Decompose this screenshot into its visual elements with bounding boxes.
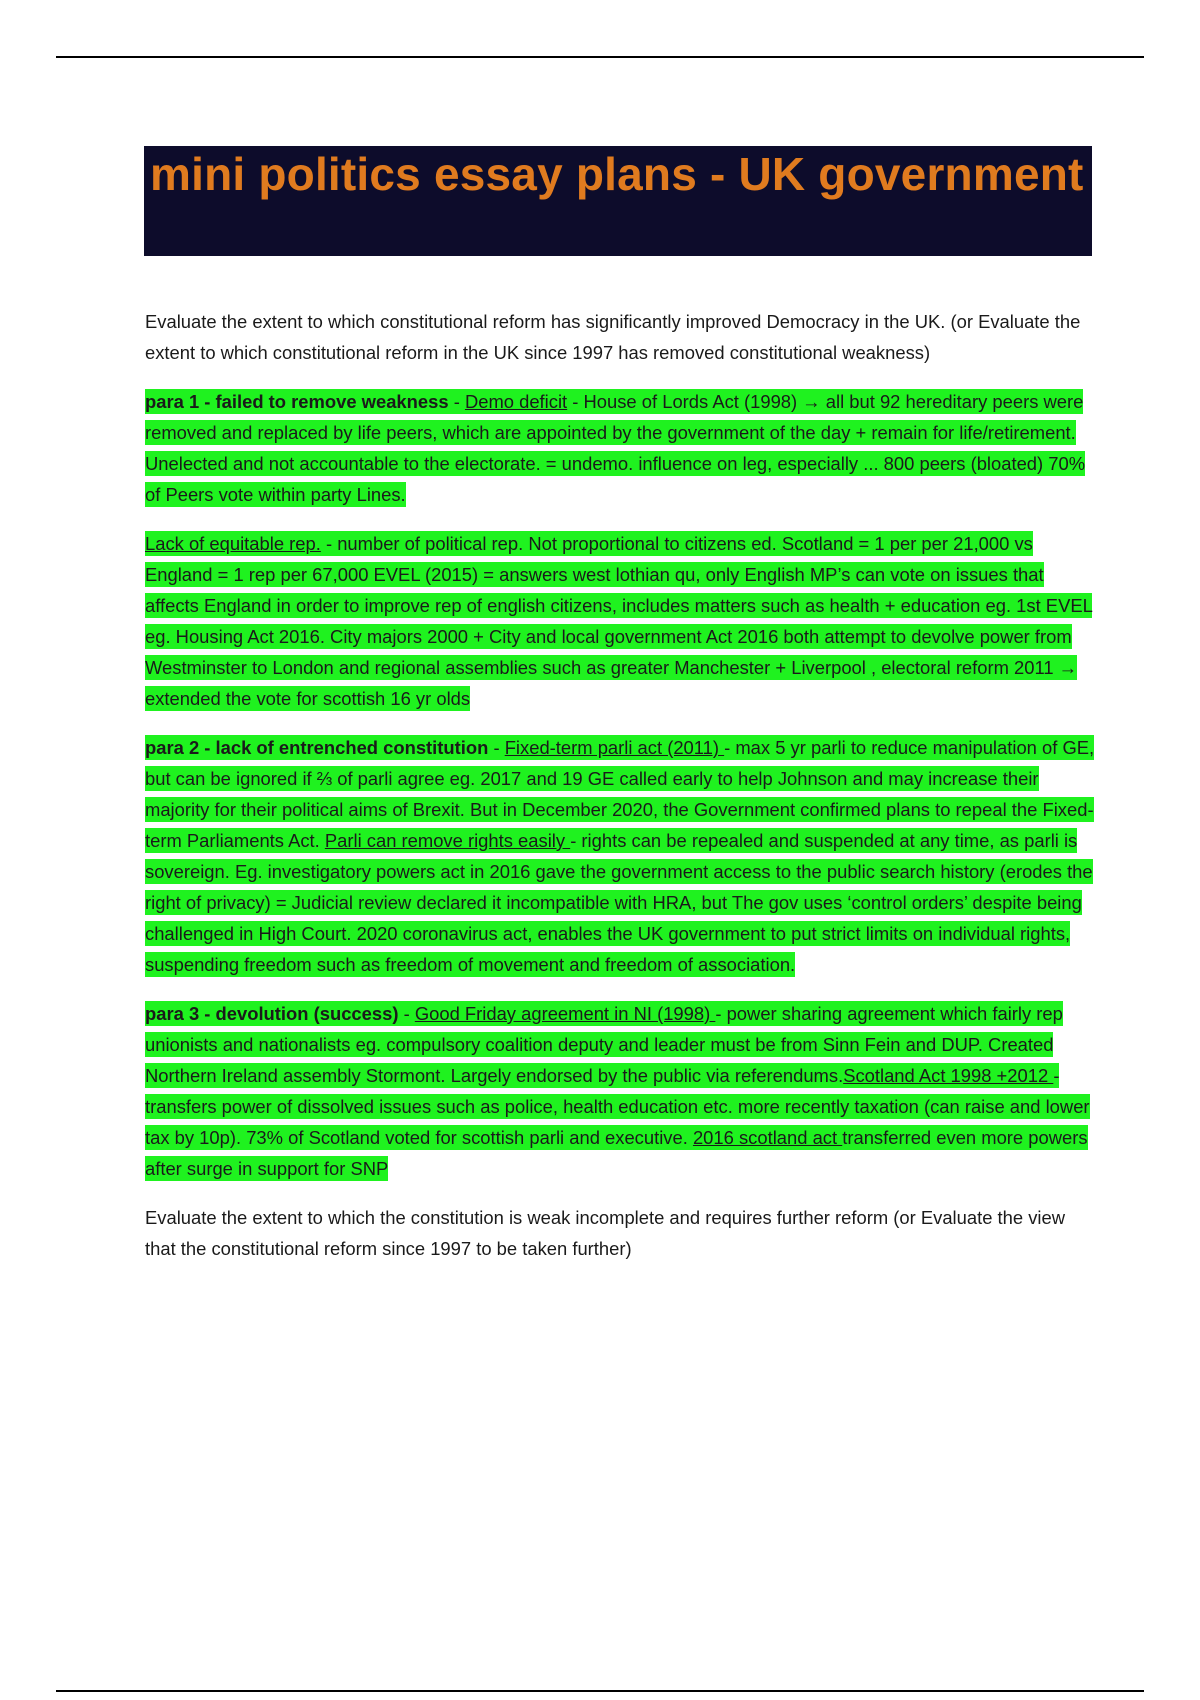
para-2-text-2: - rights can be repealed and suspended at any time, as parli is sovereign. Eg. investigatory powers act in 2016 gave the government access to the public search history (erodes the right of privacy) = Judicial review declared it incompatible with HRA, but The gov uses ‘control orders’ despite being challenged in High Court. 2020 coronavirus act, enables the UK government to put strict limits on individual rights, suspending freedom such as freedom of movement and freedom of association. xyxy=(145,830,1093,975)
para-2-separator: - xyxy=(488,737,505,758)
para-1b-subheading-equitable-rep: Lack of equitable rep. xyxy=(145,533,321,554)
para-1-subheading-demo-deficit: Demo deficit xyxy=(464,391,568,412)
para-1b-text: - number of political rep. Not proportional to citizens ed. Scotland = 1 per per 21,000 vs England = 1 rep per 67,000 EVEL (2015) = answers west lothian qu, only English MP’s can vote on issues that affects England in order to improve rep of english citizens, includes matters such as health + education eg. 1st EVEL eg. Housing Act 2016. City majors 2000 + City and local government Act 2016 both attempt to devolve power from Westminster to London and regional assemblies such as greater Manchester + Liverpool , electoral reform 2011 → extended the vote for scottish 16 yr olds xyxy=(145,533,1093,709)
para-1-heading: para 1 - failed to remove weakness xyxy=(145,391,449,412)
paragraph-1b-highlight xyxy=(145,531,1092,711)
para-2-text-1: - max 5 yr parli to reduce manipulation of GE, but can be ignored if ⅔ of parli agree eg. 2017 and 19 GE called early to help Johnson and may increase their majority for their political aims of Brexit. But in December 2020, the Government confirmed plans to repeal the Fixed-term Parliaments Act. xyxy=(145,737,1095,851)
bottom-rule xyxy=(56,1690,1144,1692)
para-3-text-2: - transfers power of dissolved issues such as police, health education etc. more recently taxation (can raise and lower tax by 10p). 73% of Scotland voted for scottish parli and executive. xyxy=(145,1065,1090,1148)
para-3-subheading-scotland-act: Scotland Act 1998 +2012 xyxy=(843,1065,1054,1086)
para-3-heading: para 3 - devolution (success) xyxy=(145,1003,399,1024)
para-3-subheading-good-friday: Good Friday agreement in NI (1998) xyxy=(414,1003,716,1024)
para-3-text-1: - power sharing agreement which fairly rep unionists and nationalists eg. compulsory coalition deputy and leader must be from Sinn Fein and DUP. Created Northern Ireland assembly Stormont. Largely endorsed by the public via referendums. xyxy=(145,1003,1063,1086)
essay-question-1: Evaluate the extent to which constitutional reform has significantly improved Democracy in the UK. (or Evaluate the extent to which constitutional reform in the UK since 1997 has removed constitutional weakness) xyxy=(145,311,1081,363)
title-banner xyxy=(144,146,1092,256)
para-3-text-3: transferred even more powers after surge in support for SNP xyxy=(145,1127,1088,1179)
para-2-subheading-fixed-term: Fixed-term parli act (2011) xyxy=(504,737,725,758)
top-rule xyxy=(56,56,1144,58)
para-3-subheading-2016-scotland-act: 2016 scotland act xyxy=(692,1127,843,1148)
paragraph-1b xyxy=(145,528,1095,714)
paragraph-1-highlight xyxy=(145,389,1085,507)
para-1-separator: - xyxy=(448,391,465,412)
paragraph-2-highlight xyxy=(145,735,1094,977)
para-3-separator: - xyxy=(398,1003,415,1024)
essay-question-2: Evaluate the extent to which the constitution is weak incomplete and requires further reform (or Evaluate the view that the constitutional reform since 1997 to be taken further) xyxy=(145,1207,1066,1259)
document-body xyxy=(145,306,1095,1282)
paragraph-1 xyxy=(145,386,1095,510)
para-1-text: - House of Lords Act (1998) → all but 92 hereditary peers were removed and replaced by life peers, which are appointed by the government of the day + remain for life/retirement. Unelected and not accountable to the electorate. = undemo. influence on leg, especially ... 800 peers (bloated) 70% of Peers vote within party Lines. xyxy=(145,391,1086,505)
para-2-subheading-rights: Parli can remove rights easily xyxy=(324,830,571,851)
paragraph-3-highlight xyxy=(145,1001,1090,1181)
page-title: mini politics essay plans - UK government xyxy=(150,148,1084,200)
paragraph-3 xyxy=(145,998,1095,1184)
paragraph-2 xyxy=(145,732,1095,980)
para-2-heading: para 2 - lack of entrenched constitution xyxy=(145,737,489,758)
